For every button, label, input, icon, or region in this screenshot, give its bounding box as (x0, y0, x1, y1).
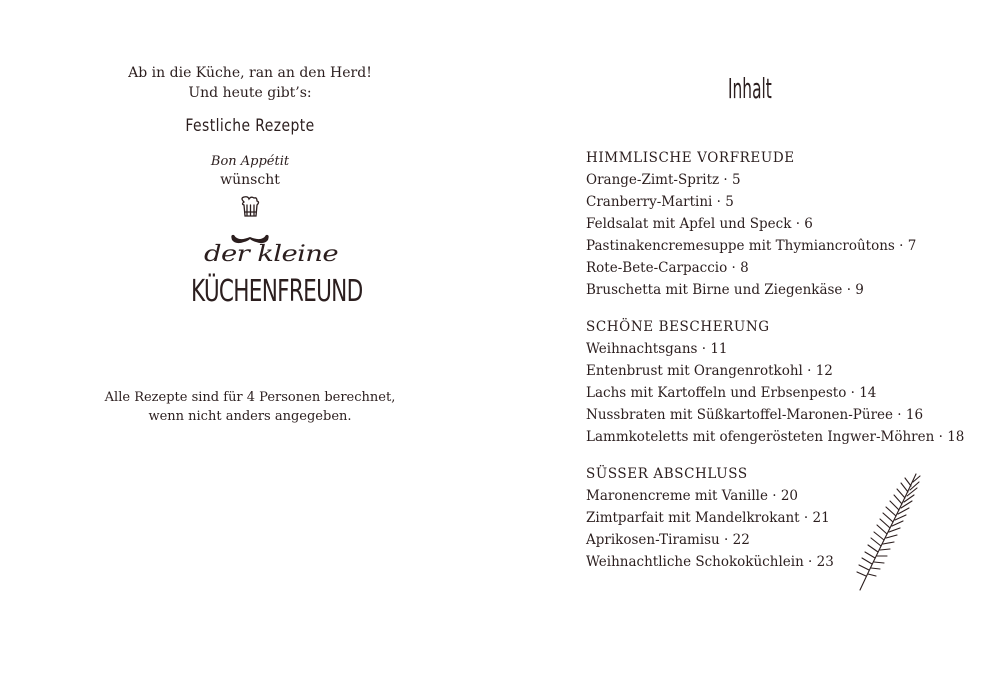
bon-appetit-text: Bon Appétit (210, 154, 290, 169)
toc-entry: Weihnachtliche Schokoküchlein · 23 (586, 554, 834, 570)
toc-entry: Maronencreme mit Vanille · 20 (586, 488, 798, 504)
toc-entry: Lachs mit Kartoffeln und Erbsenpesto · 14 (586, 385, 877, 401)
toc-entry: Zimtparfait mit Mandelkrokant · 21 (586, 510, 830, 526)
toc-entry: Pastinakencremesuppe mit Thymiancroûtons · 7 (586, 238, 917, 254)
toc-section-vorfreude (586, 147, 966, 301)
toc-entry: Lammkoteletts mit ofengerösteten Ingwer-Möhren · 18 (586, 429, 965, 445)
toc-entry: Nussbraten mit Süßkartoffel-Maronen-Püree · 16 (586, 407, 924, 423)
toc-section-title: SCHÖNE BESCHERUNG (586, 319, 770, 335)
fir-sprig-icon (852, 468, 924, 596)
logo-script-text: der kleine (204, 242, 339, 267)
footnote-line-2: wenn nicht anders angegeben. (148, 409, 352, 424)
book-title: Festliche Rezepte (185, 116, 315, 136)
toc-section-bescherung (586, 316, 966, 448)
toc-section-title: HIMMLISCHE VORFREUDE (586, 150, 795, 166)
toc-section-title: SÜSSER ABSCHLUSS (586, 466, 748, 482)
toc-heading: Inhalt (728, 72, 772, 105)
publisher-logo (160, 196, 363, 326)
right-page (500, 0, 1000, 696)
toc-entry: Orange-Zimt-Spritz · 5 (586, 172, 741, 188)
toc-entry: Cranberry-Martini · 5 (586, 194, 734, 210)
toc-entry: Feldsalat mit Apfel und Speck · 6 (586, 216, 813, 232)
wishes-text: wünscht (220, 172, 280, 188)
toc-entry: Weihnachtsgans · 11 (586, 341, 728, 357)
toc-entry: Rote-Bete-Carpaccio · 8 (586, 260, 749, 276)
logo-brand-text: KÜCHENFREUND (190, 274, 363, 309)
toc-entry: Aprikosen-Tiramisu · 22 (586, 532, 750, 548)
intro-line-1: Ab in die Küche, ran an den Herd! (128, 65, 372, 81)
intro-line-2: Und heute gibt’s: (188, 85, 312, 101)
toc-entry: Bruschetta mit Birne und Ziegenkäse · 9 (586, 282, 864, 298)
toc-entry: Entenbrust mit Orangenrotkohl · 12 (586, 363, 833, 379)
footnote-line-1: Alle Rezepte sind für 4 Personen berechnet, (104, 390, 396, 405)
